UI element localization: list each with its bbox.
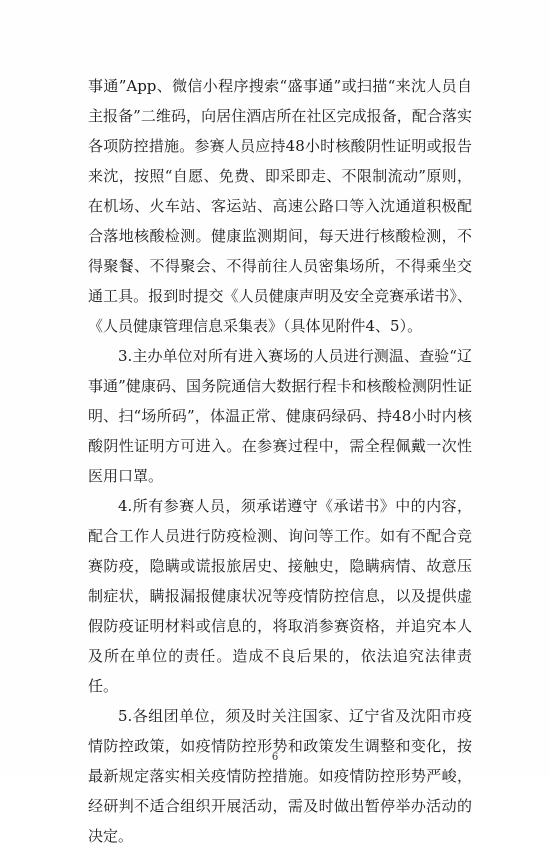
page-number: 6: [271, 752, 279, 763]
paragraph-venue-entry-check: 3.主办单位对所有进入赛场的人员进行测温、查验“辽事通”健康码、国务院通信大数据行程卡和核酸检测阴性证明、扫“场所码”，体温正常、健康码绿码、持48小时内核酸阴性证明方可进入。在参赛过程中，需全程佩戴一次性医用口罩。: [88, 347, 472, 485]
paragraph-team-units-policy: 5.各组团单位，须及时关注国家、辽宁省及沈阳市疫情防控政策，如疫情防控形势和政策发生调整和变化，按最新规定落实相关疫情防控措施。如疫情防控形势严峻，经研判不适合组织开展活动，需及时做出暂停举办活动的决定。: [88, 707, 472, 845]
paragraph-health-reporting: 事通”App、微信小程序搜索“盛事通”或扫描“来沈人员自主报备”二维码，向居住酒店所在社区完成报备，配合落实各项防控措施。参赛人员应持48小时核酸阴性证明或报告来沈，按照“自愿、免费、即采即走、不限制流动”原则，在机场、火车站、客运站、高速公路口等入沈通道积极配合落地核酸检测。健康监测期间，每天进行核酸检测，不得聚餐、不得聚会、不得前往人员密集场所，不得乘坐交通工具。报到时提交《人员健康声明及安全竞赛承诺书》、《人员健康管理信息采集表》（具体见附件4、5）。: [88, 77, 472, 335]
paragraph-participant-commitment: 4.所有参赛人员，须承诺遵守《承诺书》中的内容，配合工作人员进行防疫检测、询问等工作。如有不配合竞赛防疫，隐瞒或谎报旅居史、接触史，隐瞒病情、故意压制症状，瞒报漏报健康状况等疫情防控信息，以及提供虚假防疫证明材料或信息的，将取消参赛资格，并追究本人及所在单位的责任。造成不良后果的，依法追究法律责任。: [88, 497, 472, 695]
document-body: [88, 71, 472, 851]
